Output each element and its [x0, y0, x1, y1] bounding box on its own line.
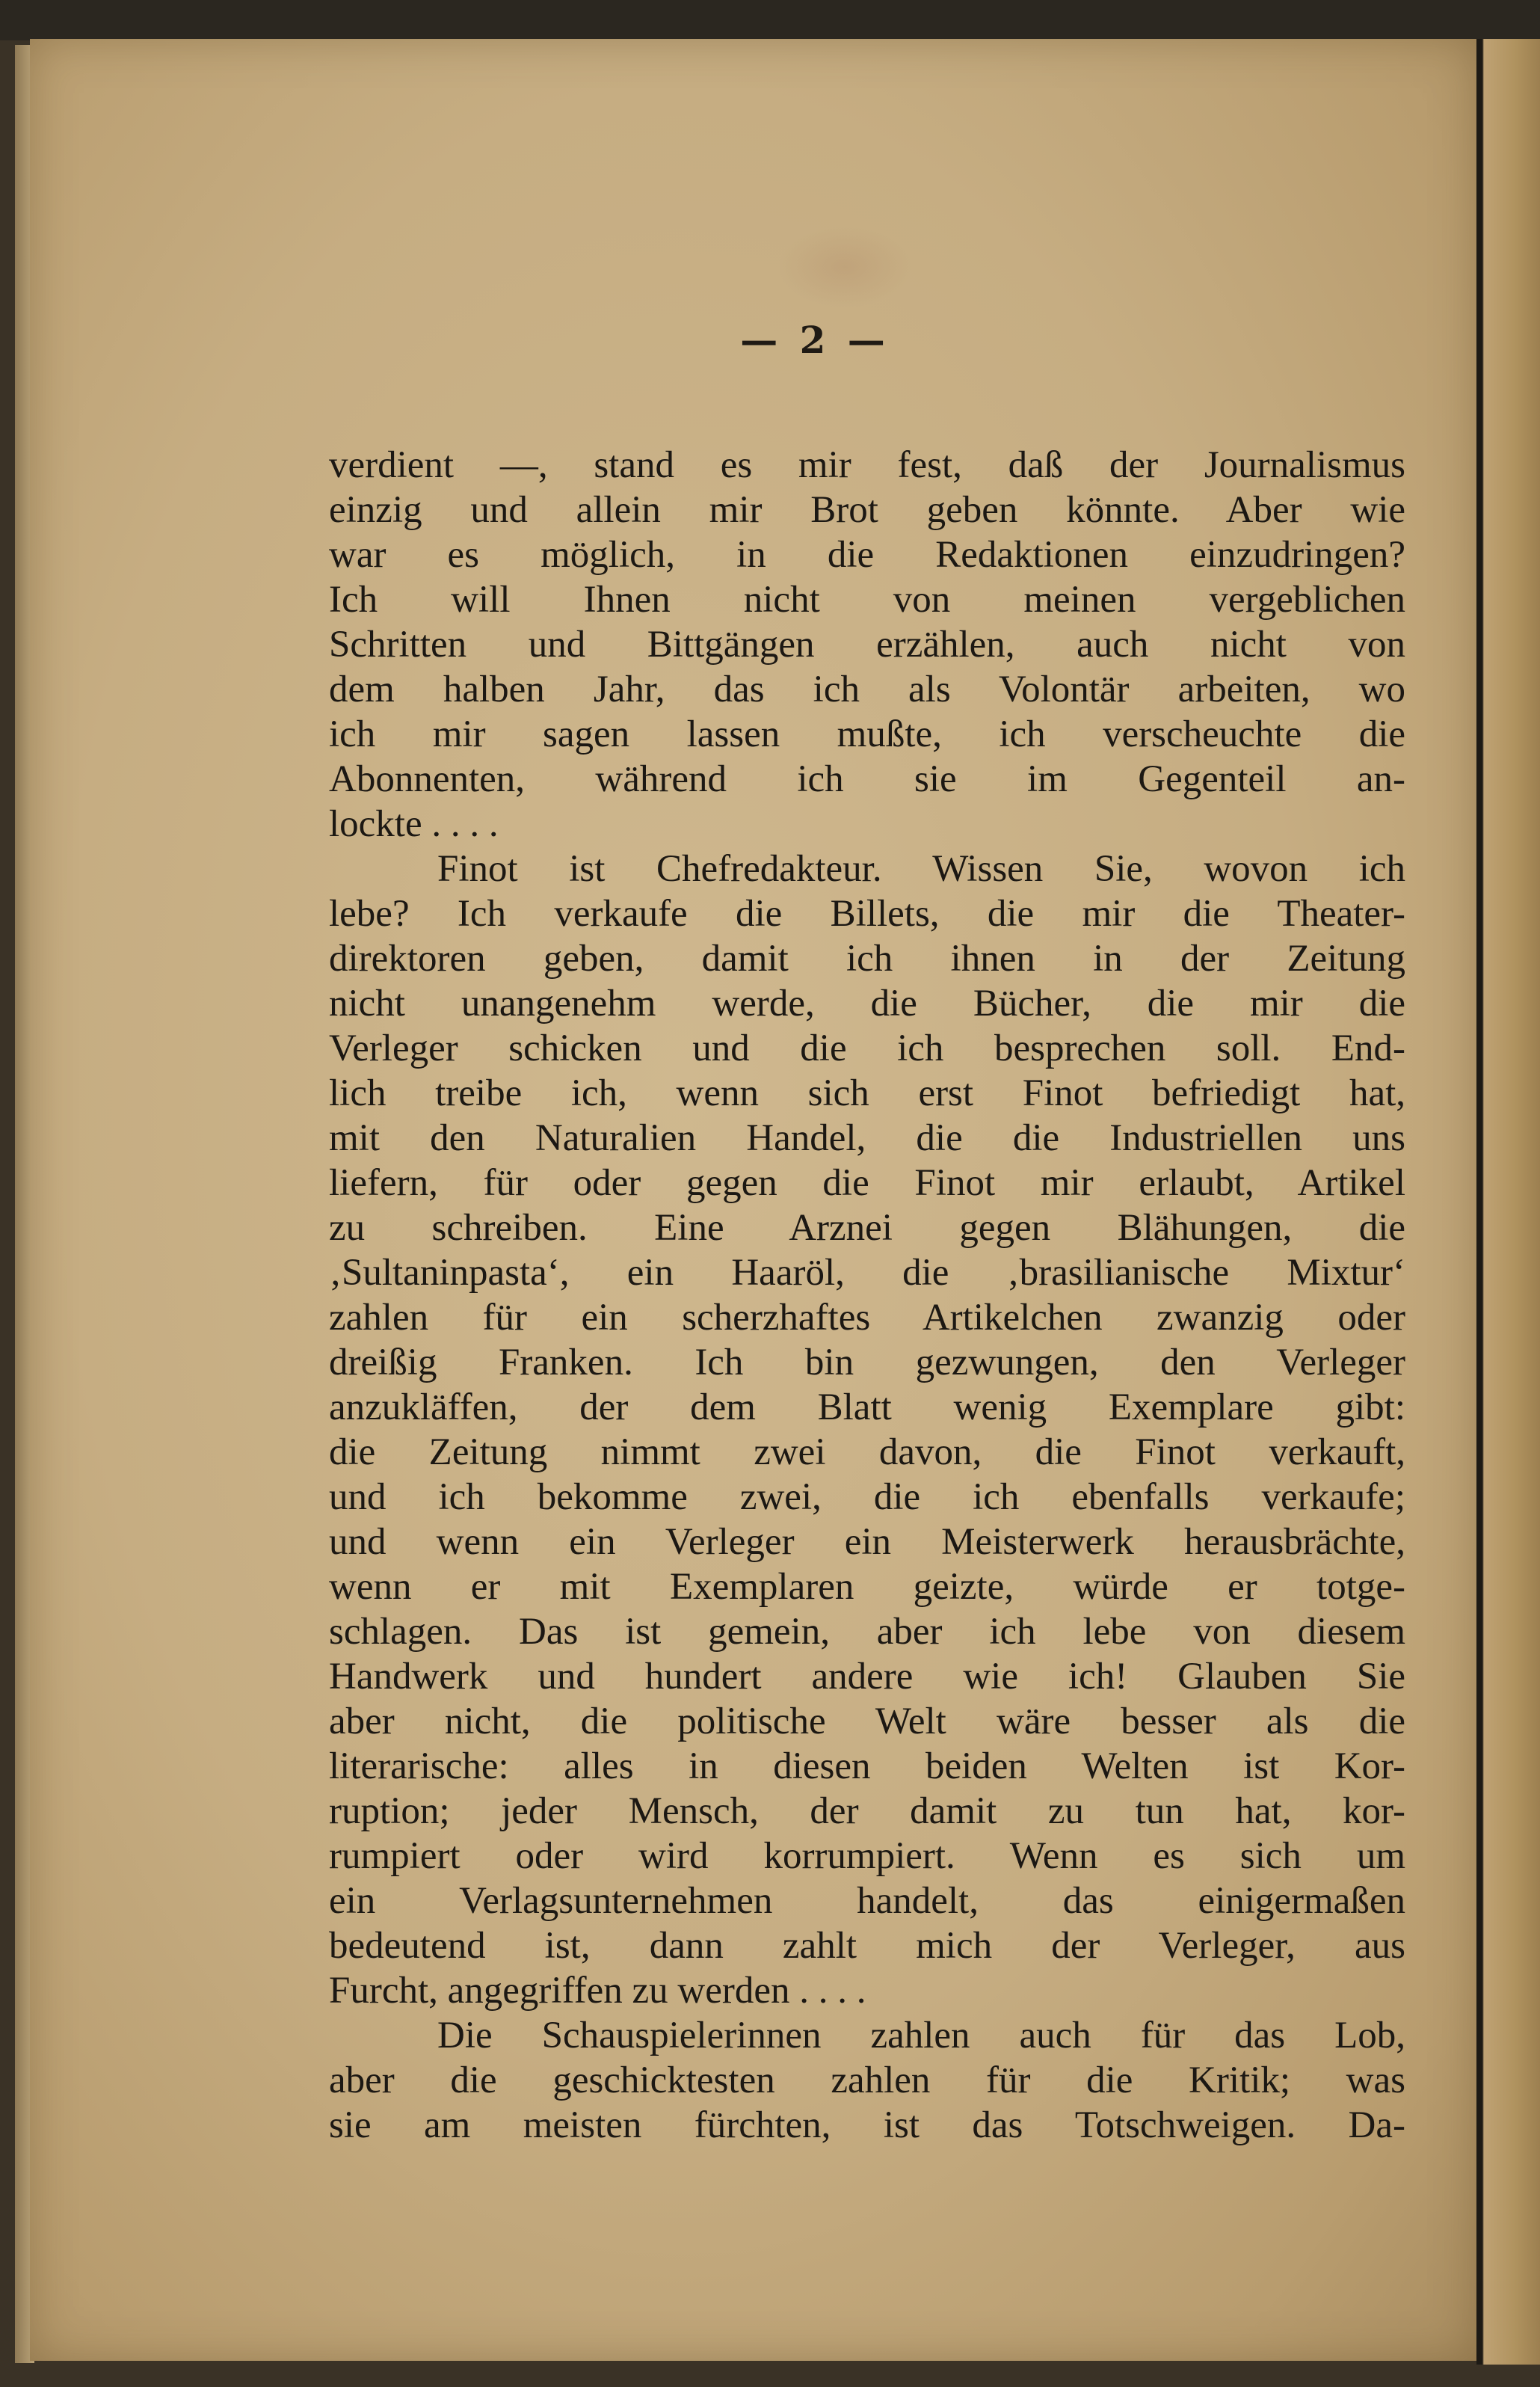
- text-line: schlagen. Das ist gemein, aber ich lebe von diesem: [329, 1611, 1405, 1653]
- scan-background-top: [0, 0, 1540, 40]
- text-line: und wenn ein Verleger ein Meisterwerk herausbrächte,: [329, 1521, 1405, 1563]
- text-line: Schritten und Bittgängen erzählen, auch nicht von: [329, 624, 1405, 666]
- text-line: einzig und allein mir Brot geben könnte. Aber wie: [329, 489, 1405, 531]
- text-line: literarische: alles in diesen beiden Welten ist Kor-: [329, 1745, 1405, 1787]
- text-line: dreißig Franken. Ich bin gezwungen, den Verleger: [329, 1342, 1405, 1383]
- text-line: ich mir sagen lassen mußte, ich verscheuchte die: [329, 713, 1405, 755]
- text-line: lebe? Ich verkaufe die Billets, die mir die Theater-: [329, 893, 1405, 935]
- text-line: ‚Sultaninpasta‘, ein Haaröl, die ‚brasilianische Mixtur‘: [329, 1252, 1405, 1294]
- text-line: die Zeitung nimmt zwei davon, die Finot verkauft,: [329, 1431, 1405, 1473]
- text-line: lockte . . . .: [329, 803, 499, 845]
- text-line: und ich bekomme zwei, die ich ebenfalls verkaufe;: [329, 1476, 1405, 1518]
- paper-stain: [777, 226, 912, 308]
- text-line: Furcht, angegriffen zu werden . . . .: [329, 1970, 866, 2012]
- page-number: — 2 —: [740, 318, 890, 362]
- text-line: Ich will Ihnen nicht von meinen vergeblichen: [329, 579, 1405, 621]
- body-text: [329, 443, 1405, 2148]
- text-line: nicht unangenehm werde, die Bücher, die mir die: [329, 983, 1405, 1024]
- text-line: anzukläffen, der dem Blatt wenig Exemplare gibt:: [329, 1386, 1405, 1428]
- text-line: lich treibe ich, wenn sich erst Finot befriedigt hat,: [329, 1072, 1405, 1114]
- text-line: bedeutend ist, dann zahlt mich der Verleger, aus: [329, 1925, 1405, 1967]
- text-line: aber die geschicktesten zahlen für die Kritik; was: [329, 2059, 1405, 2101]
- text-line: verdient —, stand es mir fest, daß der Journalismus: [329, 444, 1405, 486]
- text-line: zu schreiben. Eine Arznei gegen Blähungen, die: [329, 1207, 1405, 1249]
- text-line: ruption; jeder Mensch, der damit zu tun hat, kor-: [329, 1790, 1405, 1832]
- text-line: Handwerk und hundert andere wie ich! Glauben Sie: [329, 1656, 1405, 1698]
- text-line: Verleger schicken und die ich besprechen soll. End-: [329, 1027, 1405, 1069]
- text-line: sie am meisten fürchten, ist das Totschweigen. Da-: [329, 2104, 1405, 2146]
- text-line: Abonnenten, während ich sie im Gegenteil an-: [329, 758, 1405, 800]
- text-line: zahlen für ein scherzhaftes Artikelchen zwanzig oder: [329, 1297, 1405, 1339]
- text-line: war es möglich, in die Redaktionen einzudringen?: [329, 534, 1405, 576]
- text-line: wenn er mit Exemplaren geizte, würde er totge-: [329, 1566, 1405, 1608]
- text-line: Finot ist Chefredakteur. Wissen Sie, wovon ich: [437, 848, 1405, 890]
- text-line: dem halben Jahr, das ich als Volontär arbeiten, wo: [329, 669, 1405, 710]
- text-line: mit den Naturalien Handel, die die Industriellen uns: [329, 1117, 1405, 1159]
- text-line: Die Schauspielerinnen zahlen auch für das Lob,: [437, 2015, 1405, 2056]
- text-line: rumpiert oder wird korrumpiert. Wenn es sich um: [329, 1835, 1405, 1877]
- text-line: ein Verlagsunternehmen handelt, das einigermaßen: [329, 1880, 1405, 1922]
- text-line: direktoren geben, damit ich ihnen in der Zeitung: [329, 938, 1405, 980]
- text-line: aber nicht, die politische Welt wäre besser als die: [329, 1701, 1405, 1742]
- text-line: liefern, für oder gegen die Finot mir erlaubt, Artikel: [329, 1162, 1405, 1204]
- next-page-edge: [1476, 39, 1540, 2365]
